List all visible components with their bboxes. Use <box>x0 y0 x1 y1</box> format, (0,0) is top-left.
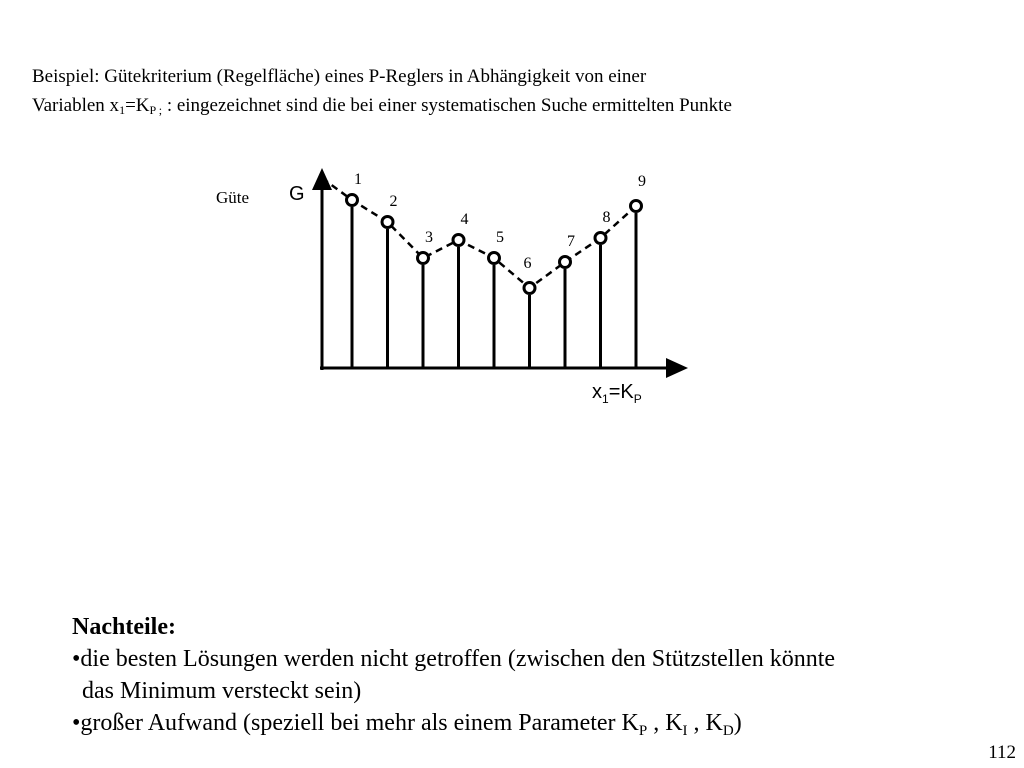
point-marker-8 <box>595 233 606 244</box>
chart-marks <box>322 171 646 368</box>
x-axis-arrow <box>666 358 688 378</box>
intro-line-2-sub-1: 1 <box>119 103 126 117</box>
x-axis-label-sub-2: P <box>633 392 642 406</box>
point-label-2: 2 <box>389 193 398 210</box>
y-axis-label-word: Güte <box>216 188 250 207</box>
point-label-1: 1 <box>354 171 362 188</box>
point-marker-6 <box>524 283 535 294</box>
page-number: 112 <box>988 742 1016 763</box>
drawbacks-section <box>72 611 1002 739</box>
drawback-item-2-part-b: , K <box>647 710 683 736</box>
point-label-9: 9 <box>638 173 646 190</box>
point-label-7: 7 <box>567 233 575 250</box>
point-marker-7 <box>560 257 571 268</box>
drawback-item-1-continued: das Minimum versteckt sein) <box>82 678 362 704</box>
point-marker-5 <box>489 253 500 264</box>
drawback-item-2 <box>72 707 1002 739</box>
drawback-item-2-part-a: •großer Aufwand (speziell bei mehr als einem Parameter K <box>72 710 639 736</box>
drawback-item-2-part-d: ) <box>733 710 742 736</box>
point-label-3: 3 <box>425 229 433 246</box>
drawback-item-2-sub-d: D <box>722 723 734 739</box>
intro-line-1: Beispiel: Gütekriterium (Regelfläche) eines P-Reglers in Abhängigkeit von einer <box>32 66 647 87</box>
drawback-item-2-part-c: , K <box>687 710 723 736</box>
intro-line-2-part-a: Variablen x <box>32 95 120 116</box>
drawback-item-1: •die besten Lösungen werden nicht getroffen (zwischen den Stützstellen könnte <box>72 646 836 672</box>
point-marker-3 <box>418 253 429 264</box>
intro-line-2-part-b: =K <box>125 95 150 116</box>
point-label-4: 4 <box>460 211 469 228</box>
x-axis-label-main: x <box>592 381 602 403</box>
dashed-connecting-line <box>322 178 636 288</box>
point-label-8: 8 <box>602 209 611 226</box>
x-axis-label <box>592 381 642 406</box>
intro-line-2-part-c: : eingezeichnet sind die bei einer systematischen Suche ermittelten Punkte <box>162 95 732 116</box>
y-axis-label-symbol: G <box>289 183 305 205</box>
drawback-item-2-sub-i: I <box>682 723 688 739</box>
point-marker-2 <box>382 217 393 228</box>
point-marker-1 <box>347 195 358 206</box>
drawbacks-heading: Nachteile: <box>72 614 176 640</box>
intro-line-2-sub-2: P ; <box>149 103 163 117</box>
point-marker-9 <box>631 201 642 212</box>
x-axis-label-eq: =K <box>608 381 634 403</box>
point-marker-4 <box>453 235 464 246</box>
point-label-5: 5 <box>496 229 504 246</box>
drawback-item-2-sub-p: P <box>638 723 648 739</box>
point-label-6: 6 <box>523 255 532 272</box>
x-axis-label-sub-1: 1 <box>602 392 609 406</box>
